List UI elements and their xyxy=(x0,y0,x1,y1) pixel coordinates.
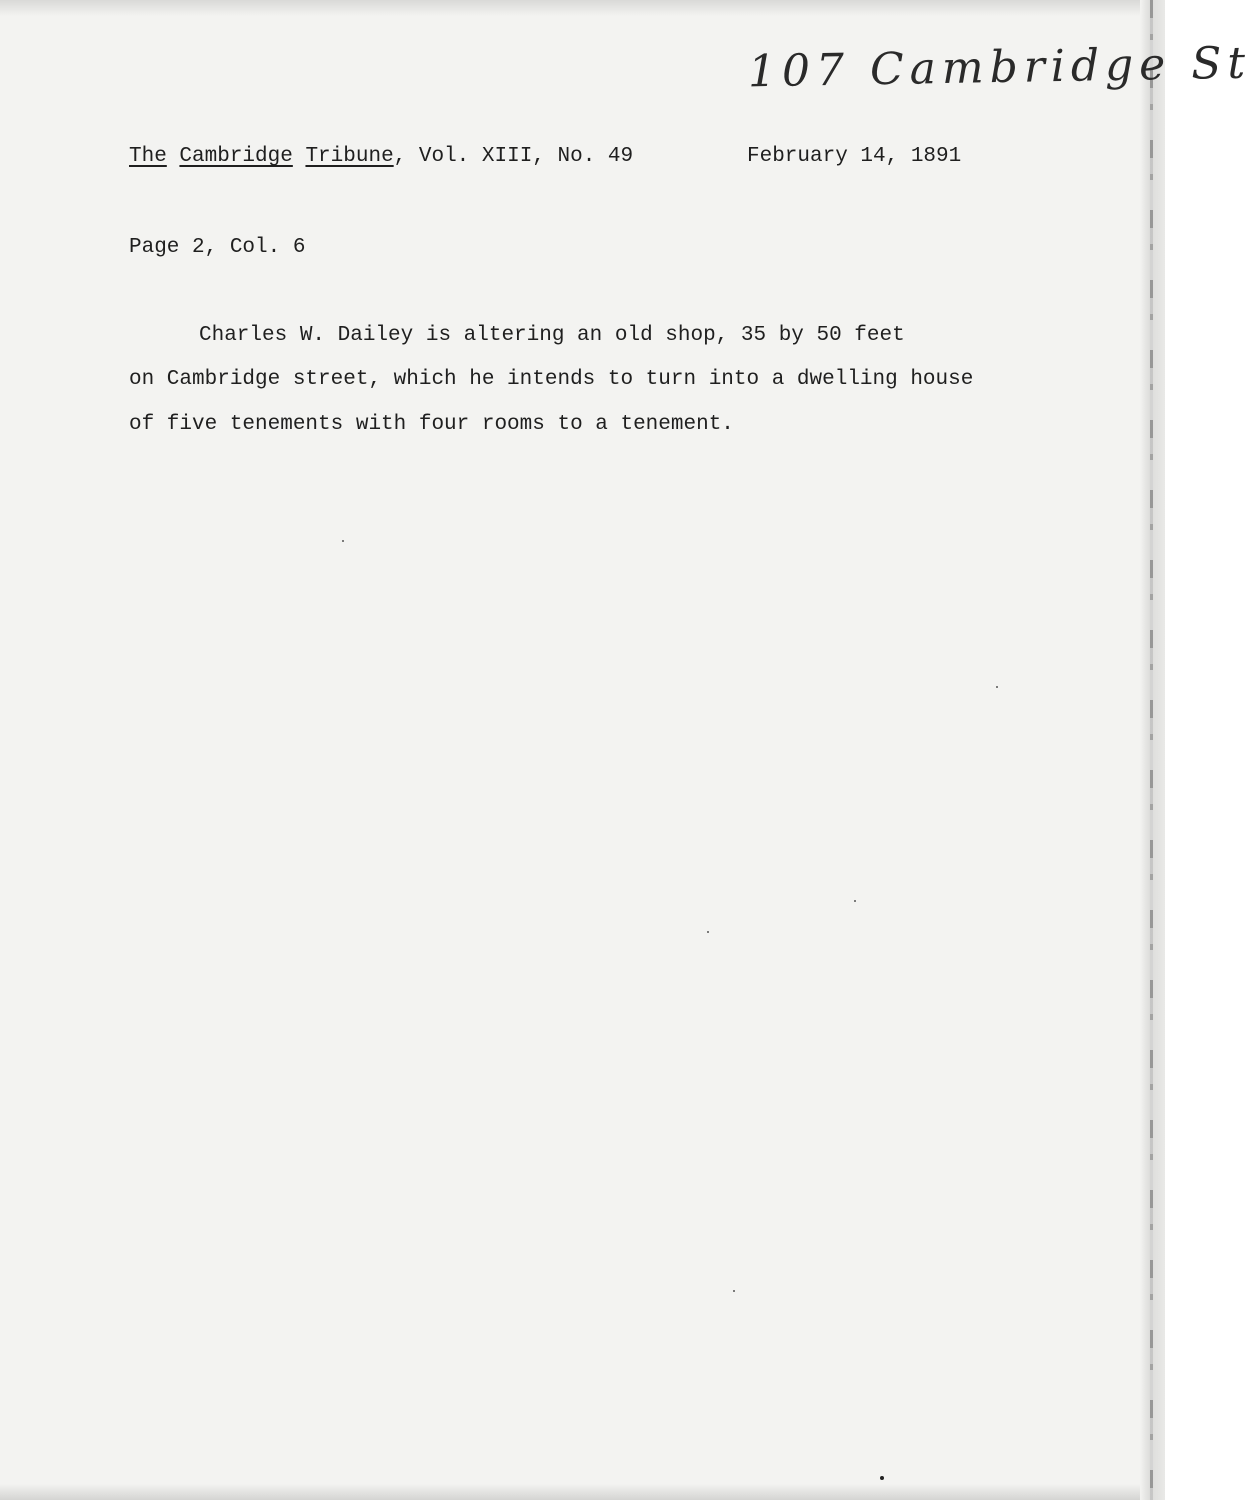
handwritten-address-note: 107 Cambridge St xyxy=(747,37,1251,98)
scan-speck xyxy=(707,931,709,933)
citation-word-the: The xyxy=(129,145,167,168)
citation-word-tribune: Tribune xyxy=(305,145,394,168)
citation-volume: , Vol. XIII, No. 49 xyxy=(393,145,634,168)
scan-speck xyxy=(880,1476,884,1480)
citation-word-cambridge: Cambridge xyxy=(179,145,293,168)
scan-speck xyxy=(854,900,856,902)
scan-speck xyxy=(733,1290,735,1292)
source-citation xyxy=(129,143,689,171)
scan-edge-bottom xyxy=(0,1484,1150,1500)
page-column-reference: Page 2, Col. 6 xyxy=(129,236,306,259)
scan-speck xyxy=(996,686,998,688)
body-text-line-2: on Cambridge street, which he intends to turn into a dwelling house xyxy=(129,368,974,391)
body-text-line-3: of five tenements with four rooms to a tenement. xyxy=(129,413,734,436)
scan-speck xyxy=(342,540,344,542)
scan-edge-top xyxy=(0,0,1150,16)
scan-edge-right-shadow xyxy=(1150,0,1153,1500)
publication-date: February 14, 1891 xyxy=(747,145,962,168)
body-text-line-1: Charles W. Dailey is altering an old shop, 35 by 50 feet xyxy=(199,324,905,347)
